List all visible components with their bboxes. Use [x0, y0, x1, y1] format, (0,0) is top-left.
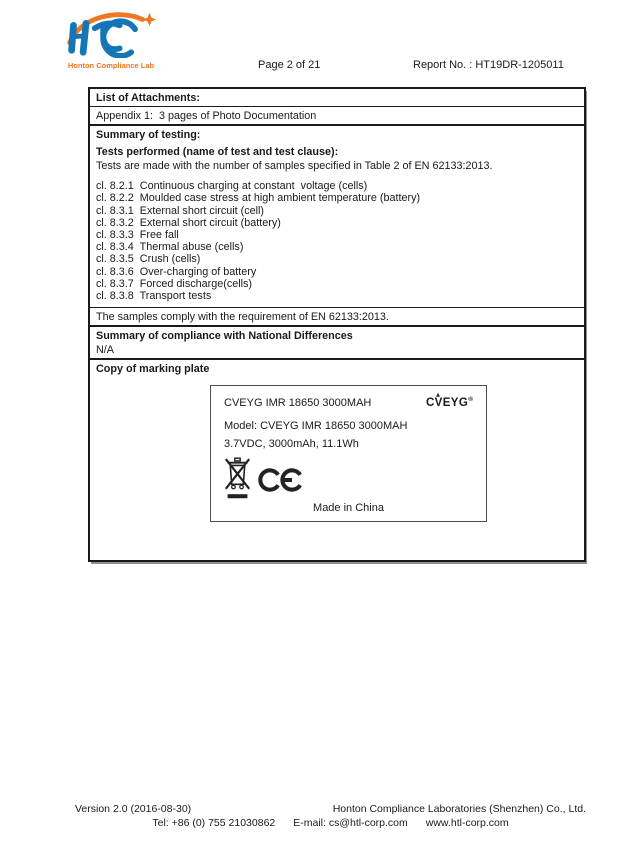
tests-performed-cell	[90, 143, 584, 308]
ce-mark-icon	[258, 467, 304, 493]
marking-plate-product-line: CVEYG IMR 18650 3000MAH	[224, 397, 372, 410]
brand-name: CVEYG	[425, 397, 469, 410]
marking-plate-spec-line: 3.7VDC, 3000mAh, 11.1Wh	[224, 437, 359, 450]
report-number: Report No. : HT19DR-1205011	[413, 59, 564, 71]
honton-compliance-lab-logo-icon	[58, 8, 164, 58]
test-clause-item: cl. 8.3.1 External short circuit (cell)	[96, 204, 265, 217]
lab-logo	[56, 8, 166, 70]
weee-crossed-bin-icon	[224, 456, 251, 500]
national-differences-value: N/A	[96, 344, 114, 357]
page-footer	[75, 803, 586, 829]
test-clause-item: cl. 8.3.4 Thermal abuse (cells)	[96, 241, 244, 254]
footer-tel: Tel: +86 (0) 755 21030862	[152, 817, 276, 829]
brand-logo	[426, 396, 473, 411]
test-clause-item: cl. 8.2.1 Continuous charging at constant voltage (cells)	[96, 180, 368, 193]
made-in-label: Made in China	[313, 501, 384, 514]
footer-version: Version 2.0 (2016-08-30)	[75, 803, 192, 815]
attachments-appendix: Appendix 1: 3 pages of Photo Documentation	[90, 107, 584, 126]
test-clause-item: cl. 8.3.7 Forced discharge(cells)	[96, 277, 253, 290]
marking-plate-model-line: Model: CVEYG IMR 18650 3000MAH	[224, 420, 408, 433]
brand-accent-mark	[436, 393, 440, 397]
page-number: Page 2 of 21	[258, 59, 321, 71]
national-differences-title: Summary of compliance with National Differences	[96, 330, 353, 343]
summary-of-testing-title: Summary of testing:	[96, 129, 201, 142]
tests-intro: Tests are made with the number of samples specified in Table 2 of EN 62133:2013.	[96, 160, 493, 173]
sparkle-icon	[143, 13, 156, 26]
footer-email: E-mail: cs@htl-corp.com	[293, 817, 408, 829]
marking-plate-title: Copy of marking plate	[96, 363, 210, 376]
national-differences-cell	[90, 327, 584, 360]
footer-company: Honton Compliance Laboratories (Shenzhen) Co., Ltd.	[332, 803, 586, 815]
registered-trademark-symbol: ®	[468, 396, 473, 404]
test-clause-item: cl. 8.2.2 Moulded case stress at high ambient temperature (battery)	[96, 192, 421, 205]
test-clause-item: cl. 8.3.8 Transport tests	[96, 289, 212, 302]
marking-plate-cell	[90, 360, 584, 560]
marking-plate-box	[210, 385, 487, 522]
marking-plate-symbols	[224, 456, 473, 500]
test-clause-item: cl. 8.3.2 External short circuit (battery)	[96, 216, 281, 229]
testing-conclusion: The samples comply with the requirement of EN 62133:2013.	[90, 308, 584, 327]
tests-performed-heading: Tests performed (name of test and test clause):	[96, 146, 339, 159]
report-table	[88, 87, 586, 562]
test-clause-item: cl. 8.3.6 Over-charging of battery	[96, 265, 257, 278]
footer-website: www.htl-corp.com	[425, 817, 509, 829]
attachments-title: List of Attachments:	[90, 89, 584, 107]
test-clause-item: cl. 8.3.3 Free fall	[96, 228, 179, 241]
test-clause-list	[96, 180, 578, 302]
logo-caption: Honton Compliance Lab	[67, 61, 155, 70]
test-clause-item: cl. 8.3.5 Crush (cells)	[96, 253, 201, 266]
